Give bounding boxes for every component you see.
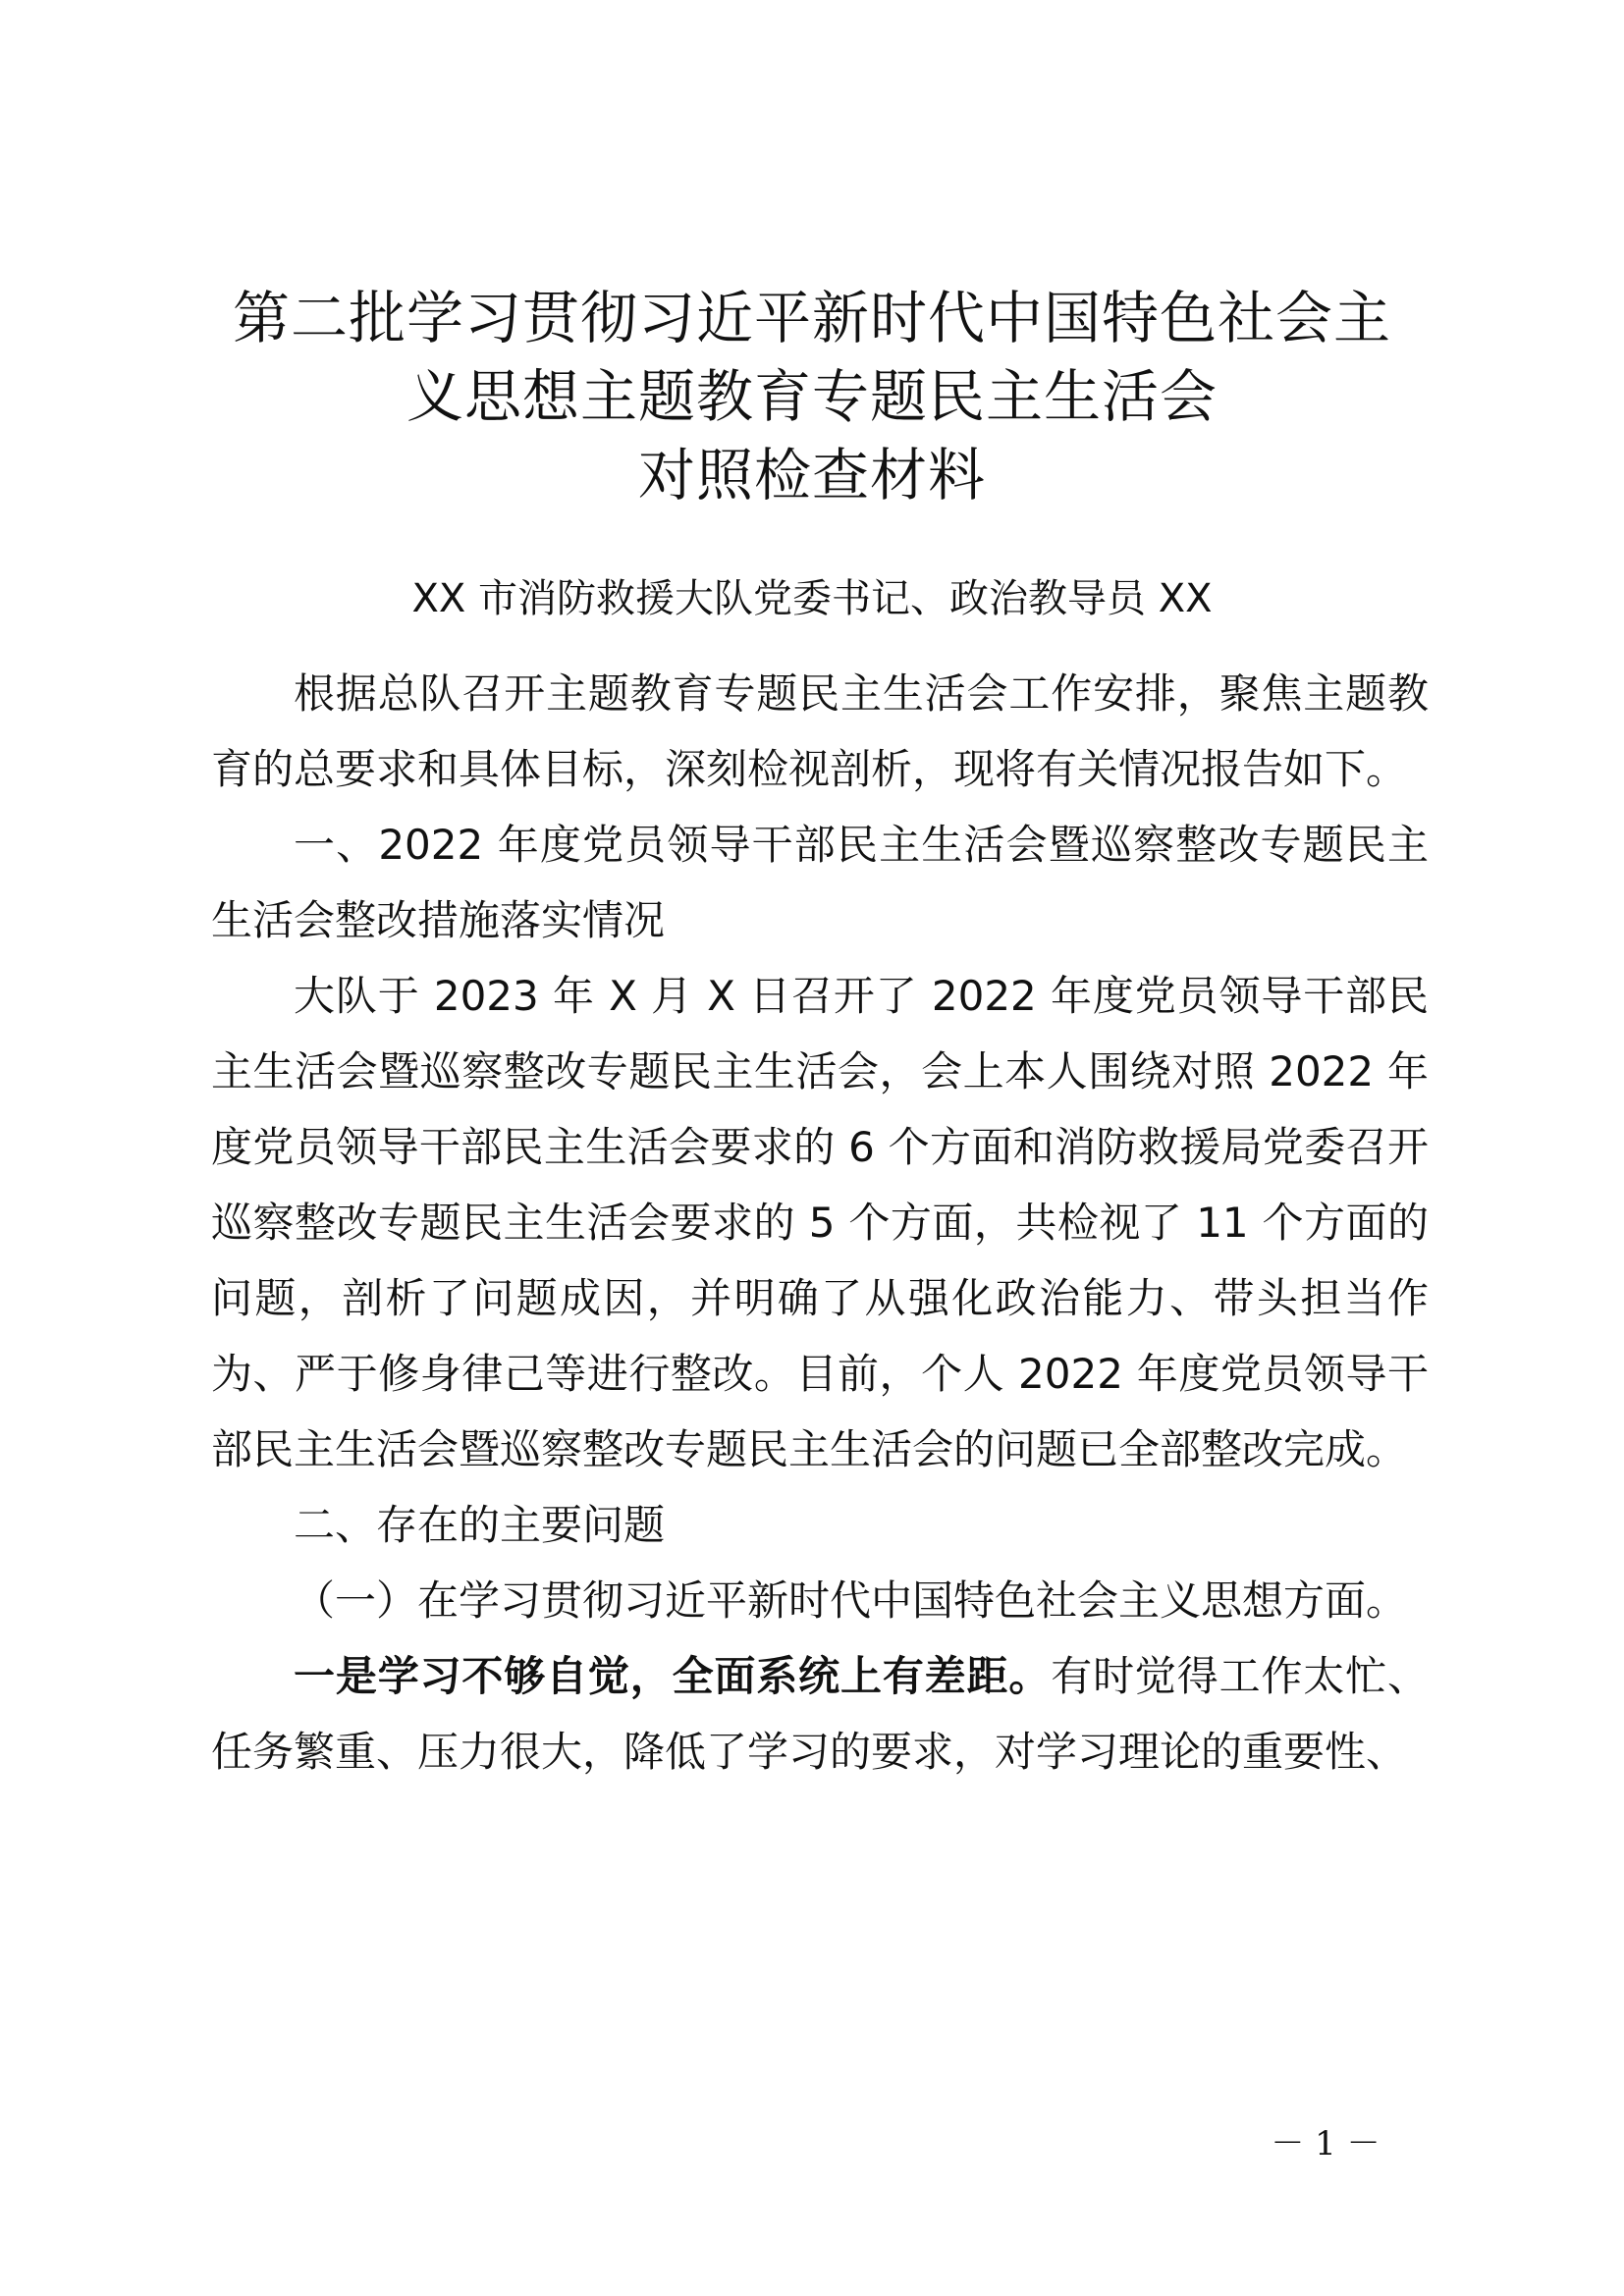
section-heading-1: 一、2022 年度党员领导干部民主生活会暨巡察整改专题民主生活会整改措施落实情况 [211, 821, 1429, 944]
problem-paragraph-1 [211, 1638, 1429, 1789]
document-author: XX 市消防救援大队党委书记、政治教导员 XX [411, 576, 1213, 621]
page-number: － 1 － [1271, 2124, 1380, 2163]
document-title-line-1: 第二批学习贯彻习近平新时代中国特色社会主 [232, 285, 1391, 351]
subsection-heading-1: （一）在学习贯彻习近平新时代中国特色社会主义思想方面。 [294, 1576, 1408, 1625]
section-1-paragraph: 大队于 2023 年 X 月 X 日召开了 2022 年度党员领导干部民主生活会暨巡察整改专题民主生活会，会上本人围绕对照 2022 年度党员领导干部民主生活会要求的 6 个方面和消防救援局党委召开巡察整改专题民主生活会要求的 5 个方面，共检视了 11 个方面的问题，剖析了问题成因，并明确了从强化政治能力、带头担当作为、严于修身律己等进行整改。目前，个人 2022 年度党员领导干部民主生活会暨巡察整改专题民主生活会的问题已全部整改完成。 [211, 972, 1429, 1473]
document-title-line-2: 义思想主题教育专题民主生活会 [406, 363, 1218, 430]
section-heading-2: 二、存在的主要问题 [294, 1501, 666, 1549]
document-body [211, 656, 1429, 1789]
problem-1-bold-lead: 一是学习不够自觉，全面系统上有差距。 [294, 1652, 1052, 1700]
intro-paragraph: 根据总队召开主题教育专题民主生活会工作安排，聚焦主题教育的总要求和具体目标，深刻检视剖析，现将有关情况报告如下。 [211, 669, 1429, 793]
problem-1-text: 有时觉得工作太忙、任务繁重、压力很大，降低了学习的要求，对学习理论的重要性、 [211, 1652, 1429, 1776]
document-title-line-3: 对照检查材料 [637, 442, 986, 508]
